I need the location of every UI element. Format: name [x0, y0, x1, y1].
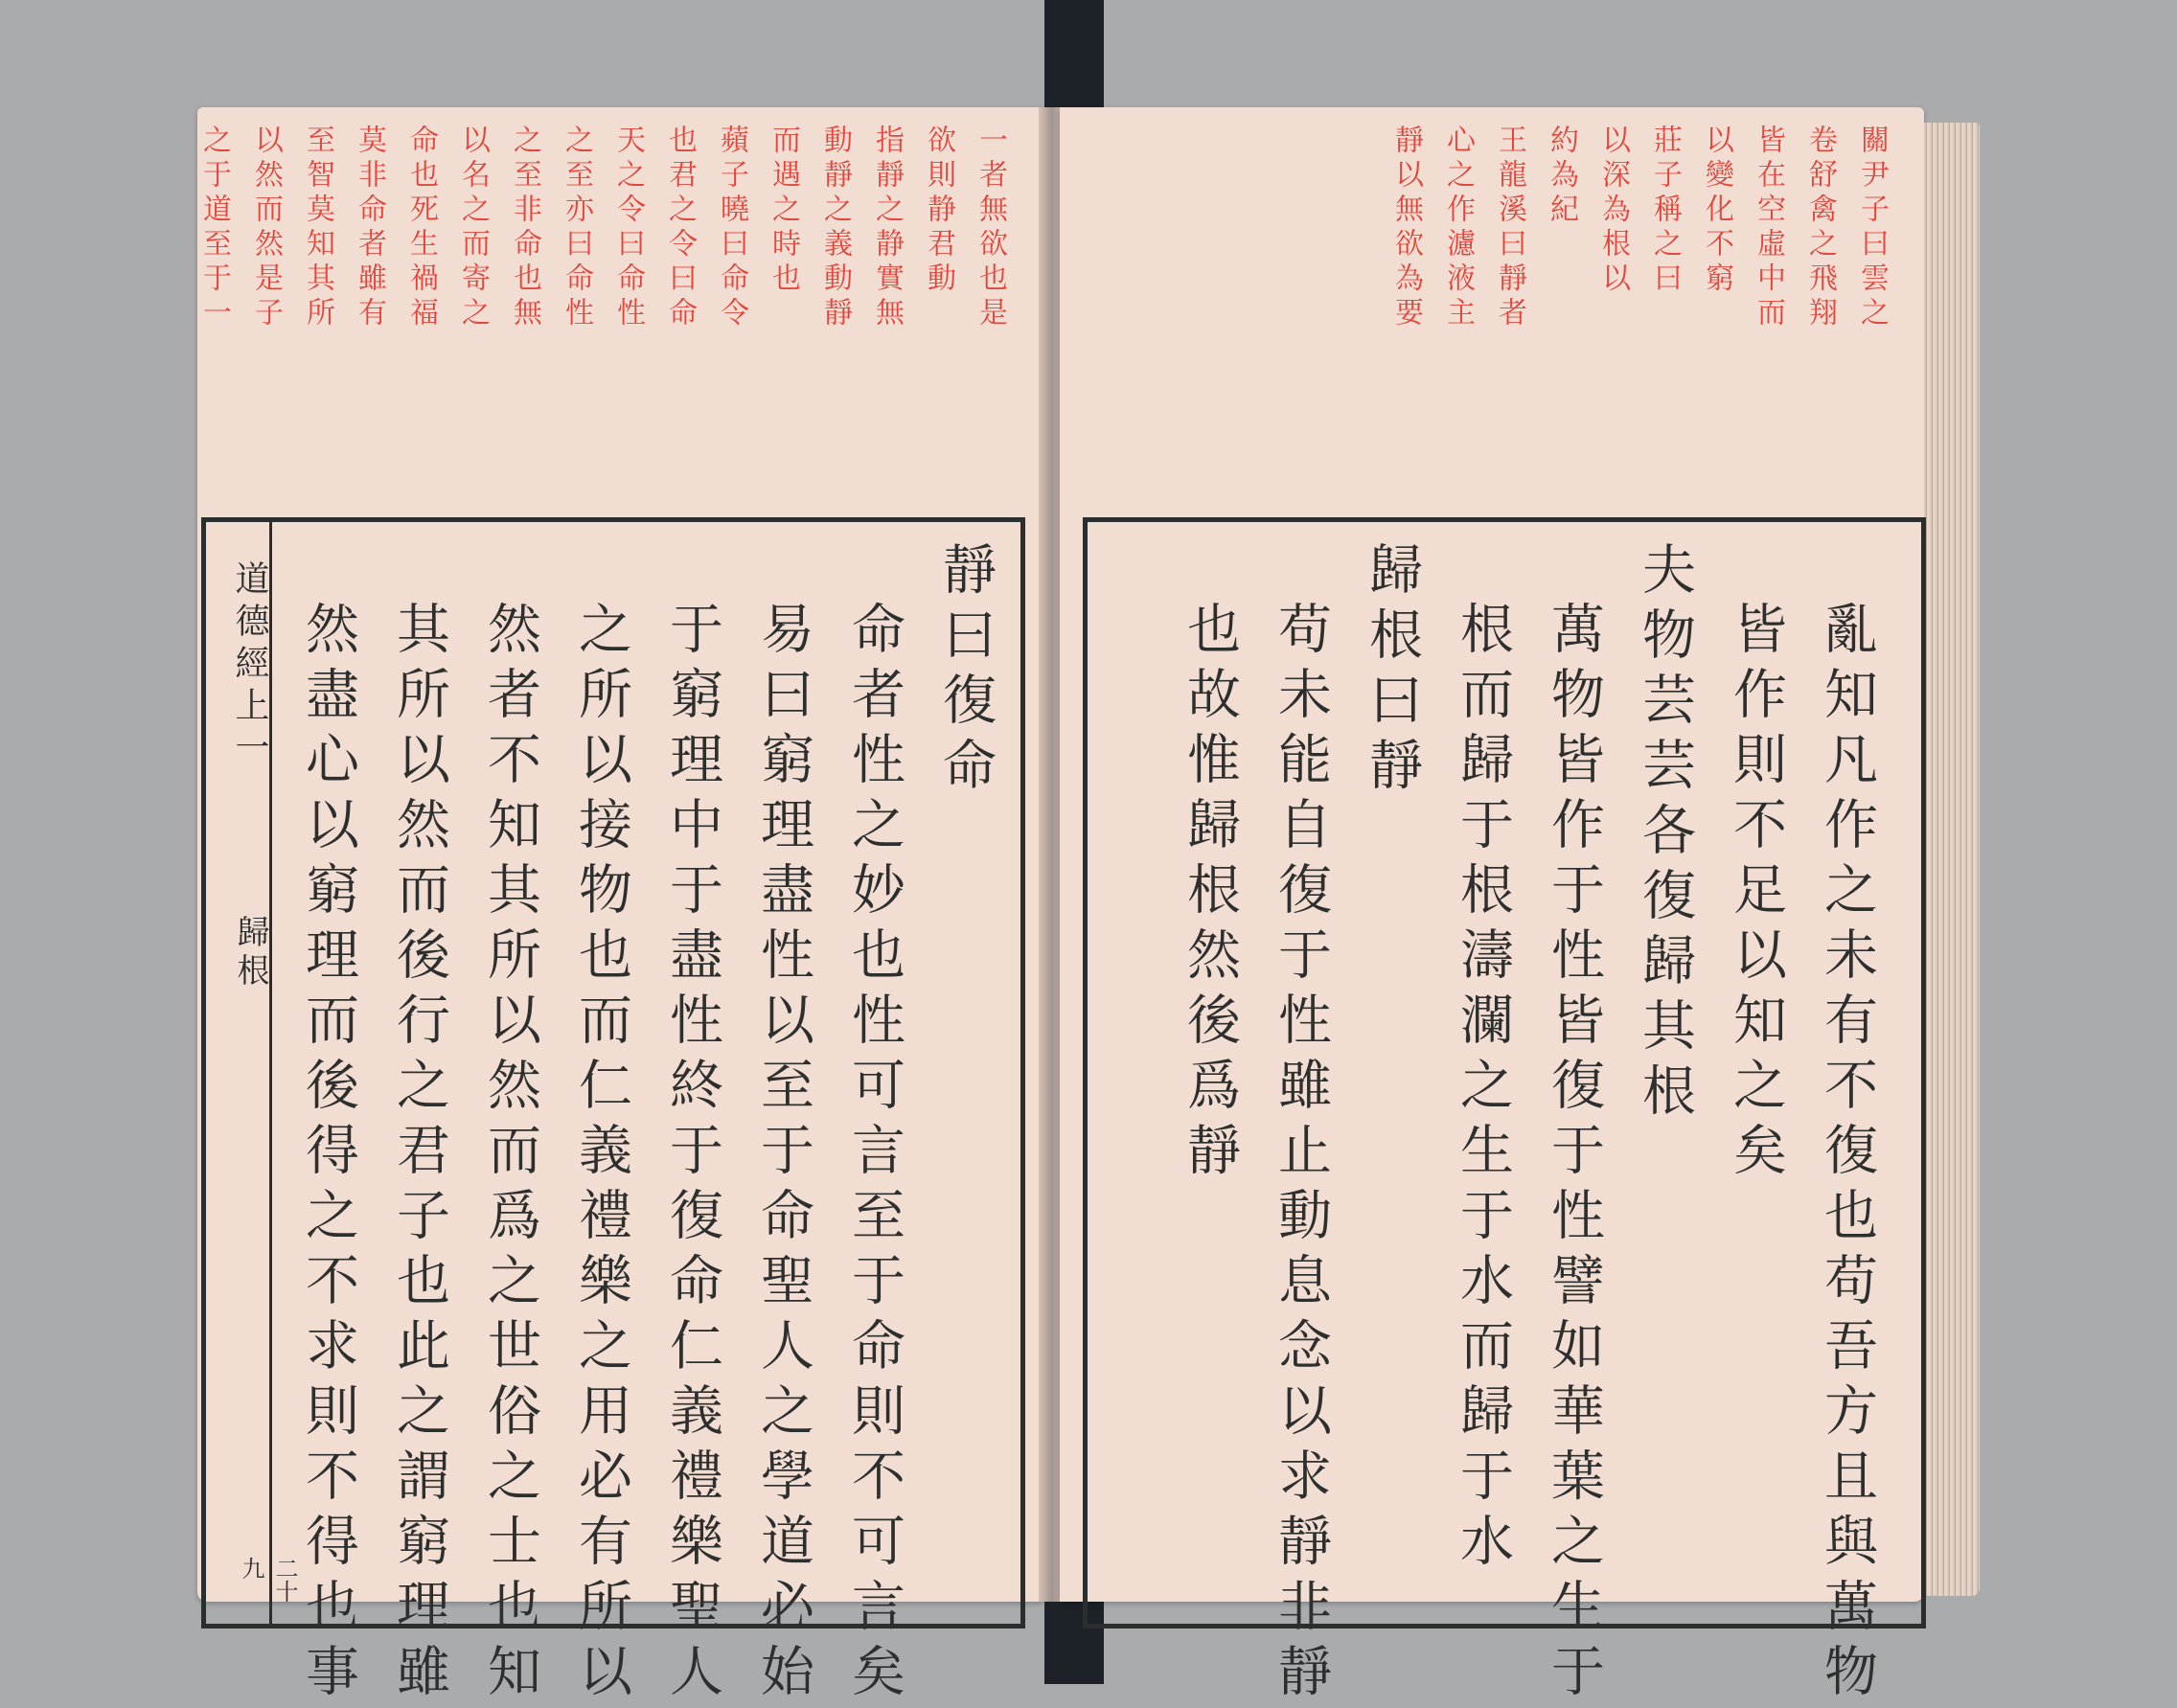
annotation-column: 卷舒禽之飛翔 [1803, 125, 1837, 331]
chapter-title: 歸根 [231, 915, 269, 991]
annotation-column: 以深為根以 [1596, 125, 1630, 297]
annotation-column: 之于道至于一 [197, 125, 231, 331]
annotation-column: 蘋子曉曰命令 [715, 125, 748, 331]
text-column: 苟未能自復于性雖止動息念以求靜非靜 [1270, 601, 1332, 1708]
annotation-column: 之至非命也無 [508, 125, 541, 331]
text-column: 皆作則不足以知之矣 [1725, 601, 1787, 1187]
text-column: 易曰窮理盡性以至于命聖人之學道必始 [752, 601, 814, 1708]
annotation-column: 欲則静君動 [922, 125, 955, 297]
annotation-column: 命也死生禍福 [404, 125, 438, 331]
text-column: 然盡心以窮理而後得之不求則不得也事 [297, 601, 359, 1708]
text-column: 之所以接物也而仁義禮樂之用必有所以 [570, 601, 632, 1708]
left-main-text [283, 541, 1011, 1708]
annotation-column: 之至亦曰命性 [560, 125, 593, 331]
right-annotations [1111, 125, 1897, 492]
text-column: 萬物皆作于性皆復于性譬如華葉之生于 [1543, 601, 1605, 1708]
text-column: 也故惟歸根然後爲靜 [1179, 601, 1241, 1187]
page-number: 二十九 [238, 1557, 298, 1603]
text-column: 于窮理中于盡性終于復命仁義禮樂聖人 [661, 601, 723, 1708]
annotation-column: 莊子稱之曰 [1648, 125, 1682, 297]
left-text-frame [201, 517, 1025, 1708]
text-column: 歸根曰靜 [1361, 541, 1423, 802]
text-column: 根而歸于根濤瀾之生于水而歸于水 [1452, 601, 1514, 1578]
annotation-column: 莫非命者雖有 [353, 125, 386, 331]
text-column: 其所以然而後行之君子也此之謂窮理雖 [388, 601, 450, 1708]
annotation-column: 而遇之時也 [767, 125, 800, 297]
annotation-column: 以變化不窮 [1700, 125, 1733, 297]
annotation-column: 靜以無欲為要 [1389, 125, 1423, 331]
page-edge-stack [1924, 123, 1980, 1596]
annotation-column: 以名之而寄之 [456, 125, 490, 331]
annotation-column: 王龍溪曰靜者 [1493, 125, 1526, 331]
annotation-column: 以然而然是子 [249, 125, 283, 331]
annotation-column: 約為紀 [1545, 125, 1578, 228]
text-column: 靜曰復命 [934, 541, 997, 802]
annotation-column: 也君之令曰命 [663, 125, 697, 331]
annotation-column: 皆在空虛中而 [1752, 125, 1785, 331]
annotation-column: 指靜之静實無 [870, 125, 904, 331]
left-annotations [197, 125, 1016, 492]
annotation-column: 天之令曰命性 [611, 125, 645, 331]
text-column: 夫物芸芸各復歸其根 [1634, 541, 1696, 1127]
right-main-text [1107, 541, 1892, 1708]
right-text-frame [1083, 517, 1926, 1708]
annotation-column: 關尹子曰雲之 [1855, 125, 1889, 331]
annotation-column: 一者無欲也是 [974, 125, 1007, 331]
text-column: 然者不知其所以然而爲之世俗之士也知 [479, 601, 541, 1708]
annotation-column: 動靜之義動靜 [818, 125, 852, 331]
open-book [192, 107, 1993, 1708]
book-title: 道德經上一 [230, 560, 269, 771]
annotation-column: 至智莫知其所 [301, 125, 334, 331]
annotation-column: 心之作濾液主 [1441, 125, 1475, 331]
text-column: 命者性之妙也性可言至于命則不可言矣 [843, 601, 905, 1708]
text-column: 亂知凡作之未有不復也苟吾方且與萬物 [1816, 601, 1878, 1708]
page-margin-column [221, 541, 298, 1614]
